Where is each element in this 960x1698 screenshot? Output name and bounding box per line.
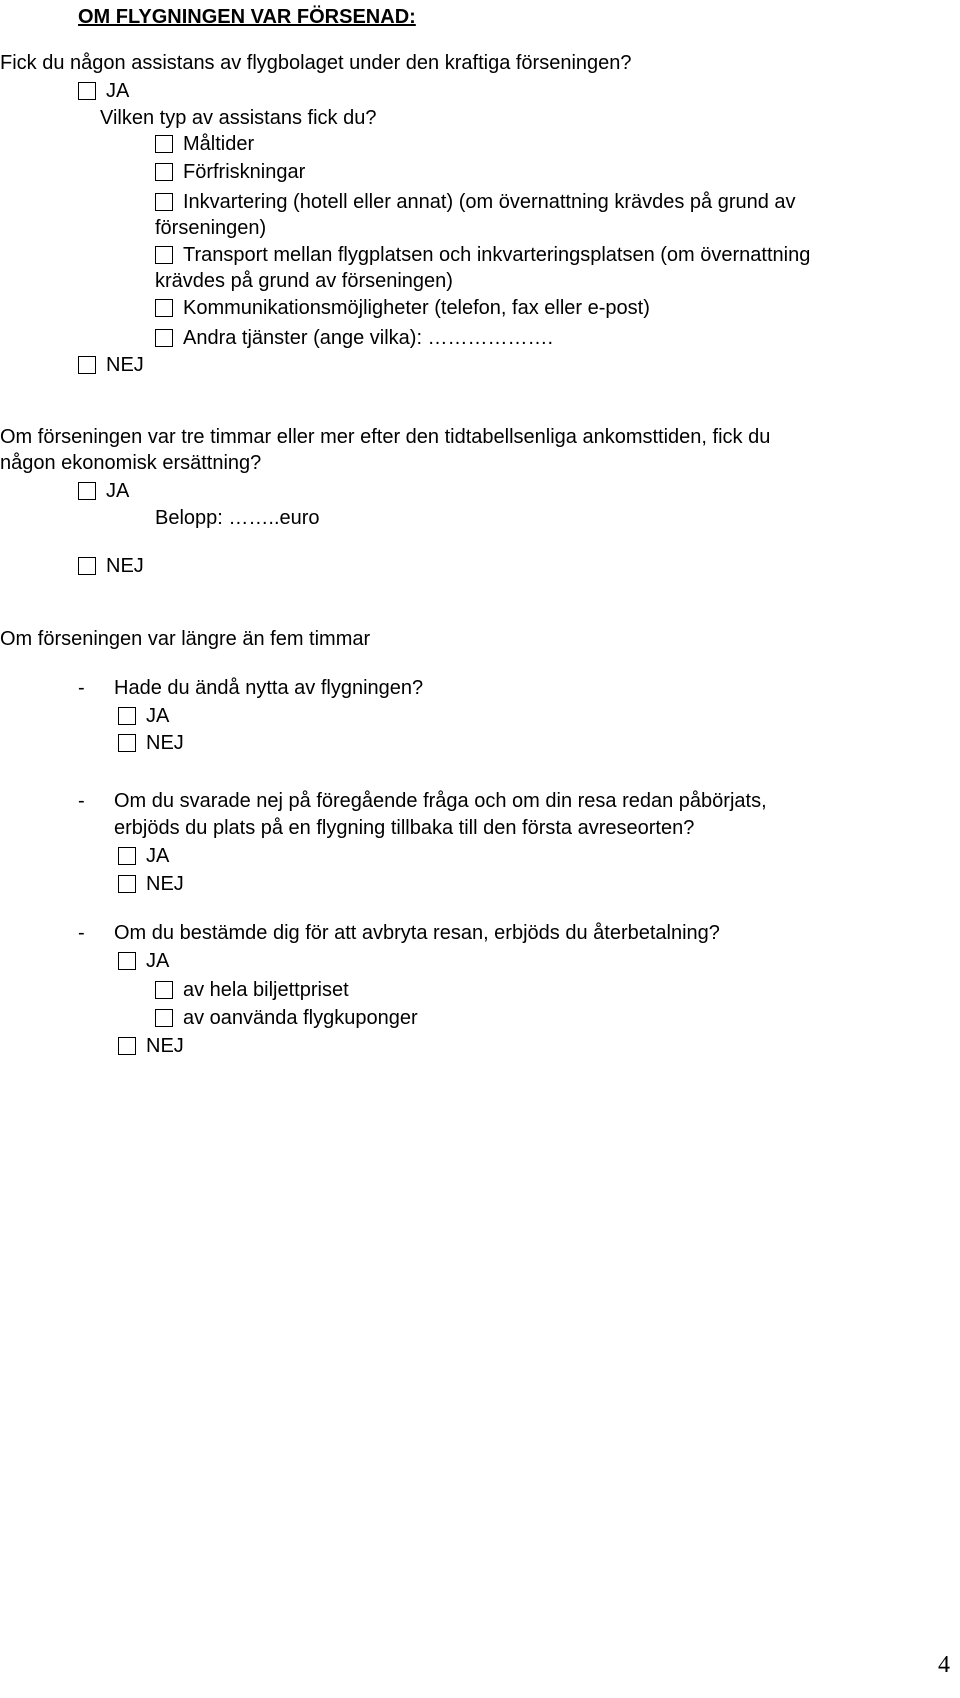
checkbox[interactable] [155, 1009, 173, 1027]
checkbox[interactable] [155, 981, 173, 999]
return-flight-no-option[interactable] [118, 871, 184, 897]
option-label: JA [106, 480, 130, 502]
amount-field[interactable]: Belopp: ……..euro [155, 507, 320, 529]
option-transport[interactable] [155, 242, 810, 268]
option-label: Förfriskningar [183, 161, 306, 183]
option-label: NEJ [146, 873, 184, 895]
refund-question [78, 920, 720, 946]
dash: - [78, 922, 85, 944]
option-label: NEJ [146, 1035, 184, 1057]
option-label: NEJ [106, 354, 144, 376]
option-accommodation[interactable] [155, 189, 796, 215]
useful-flight-no-option[interactable] [118, 730, 184, 756]
assistance-type-question: Vilken typ av assistans fick du? [100, 107, 377, 129]
useful-flight-yes-option[interactable] [118, 703, 169, 729]
assistance-question: Fick du någon assistans av flygbolaget under den kraftiga förseningen? [0, 52, 632, 74]
refund-full-ticket-option[interactable] [155, 977, 349, 1003]
refund-no-option[interactable] [118, 1033, 184, 1059]
refund-yes-option[interactable] [118, 948, 169, 974]
page-number: 4 [938, 1652, 950, 1678]
option-label: Inkvartering (hotell eller annat) (om övernattning krävdes på grund av [183, 191, 796, 213]
question-text: Hade du ändå nytta av flygningen? [114, 677, 424, 699]
assistance-no-option[interactable] [78, 352, 144, 378]
return-flight-question-line1 [78, 788, 767, 814]
checkbox[interactable] [155, 193, 173, 211]
option-meals[interactable] [155, 131, 254, 157]
checkbox[interactable] [78, 557, 96, 575]
question-text: Om du svarade nej på föregående fråga och om din resa redan påbörjats, [114, 790, 767, 812]
option-label: av oanvända flygkuponger [183, 1007, 418, 1029]
option-label: JA [146, 845, 170, 867]
option-label: NEJ [146, 732, 184, 754]
checkbox[interactable] [118, 734, 136, 752]
option-label: NEJ [106, 555, 144, 577]
option-other-services[interactable] [155, 325, 553, 351]
option-label: av hela biljettpriset [183, 979, 349, 1001]
checkbox[interactable] [118, 875, 136, 893]
checkbox[interactable] [78, 82, 96, 100]
compensation-question-line1: Om förseningen var tre timmar eller mer efter den tidtabellsenliga ankomsttiden, fick du [0, 426, 771, 448]
option-label: Andra tjänster (ange vilka): ………………. [183, 327, 554, 349]
checkbox[interactable] [78, 482, 96, 500]
checkbox[interactable] [78, 356, 96, 374]
checkbox[interactable] [155, 135, 173, 153]
compensation-yes-option[interactable] [78, 478, 129, 504]
checkbox[interactable] [118, 952, 136, 970]
option-label: JA [146, 950, 170, 972]
compensation-question-line2: någon ekonomisk ersättning? [0, 452, 262, 474]
checkbox[interactable] [155, 163, 173, 181]
checkbox[interactable] [155, 299, 173, 317]
dash: - [78, 677, 85, 699]
dash: - [78, 790, 85, 812]
option-transport-cont: krävdes på grund av förseningen) [155, 270, 453, 292]
checkbox[interactable] [118, 707, 136, 725]
option-label: Måltider [183, 133, 255, 155]
checkbox[interactable] [155, 246, 173, 264]
useful-flight-question [78, 675, 423, 701]
checkbox[interactable] [118, 1037, 136, 1055]
checkbox[interactable] [118, 847, 136, 865]
question-text: Om du bestämde dig för att avbryta resan, erbjöds du återbetalning? [114, 922, 720, 944]
compensation-no-option[interactable] [78, 553, 144, 579]
option-label: Transport mellan flygplatsen och inkvarteringsplatsen (om övernattning [183, 244, 811, 266]
checkbox[interactable] [155, 329, 173, 347]
return-flight-question-line2: erbjöds du plats på en flygning tillbaka till den första avreseorten? [114, 817, 695, 839]
refund-unused-coupons-option[interactable] [155, 1005, 418, 1031]
assistance-yes-option[interactable] [78, 78, 129, 104]
option-communications[interactable] [155, 295, 650, 321]
option-refreshments[interactable] [155, 159, 305, 185]
option-label: Kommunikationsmöjligheter (telefon, fax eller e-post) [183, 297, 650, 319]
page-title: OM FLYGNINGEN VAR FÖRSENAD: [78, 6, 416, 28]
long-delay-heading: Om förseningen var längre än fem timmar [0, 628, 371, 650]
option-label: JA [146, 705, 170, 727]
return-flight-yes-option[interactable] [118, 843, 169, 869]
option-accommodation-cont: förseningen) [155, 217, 267, 239]
option-label: JA [106, 80, 130, 102]
